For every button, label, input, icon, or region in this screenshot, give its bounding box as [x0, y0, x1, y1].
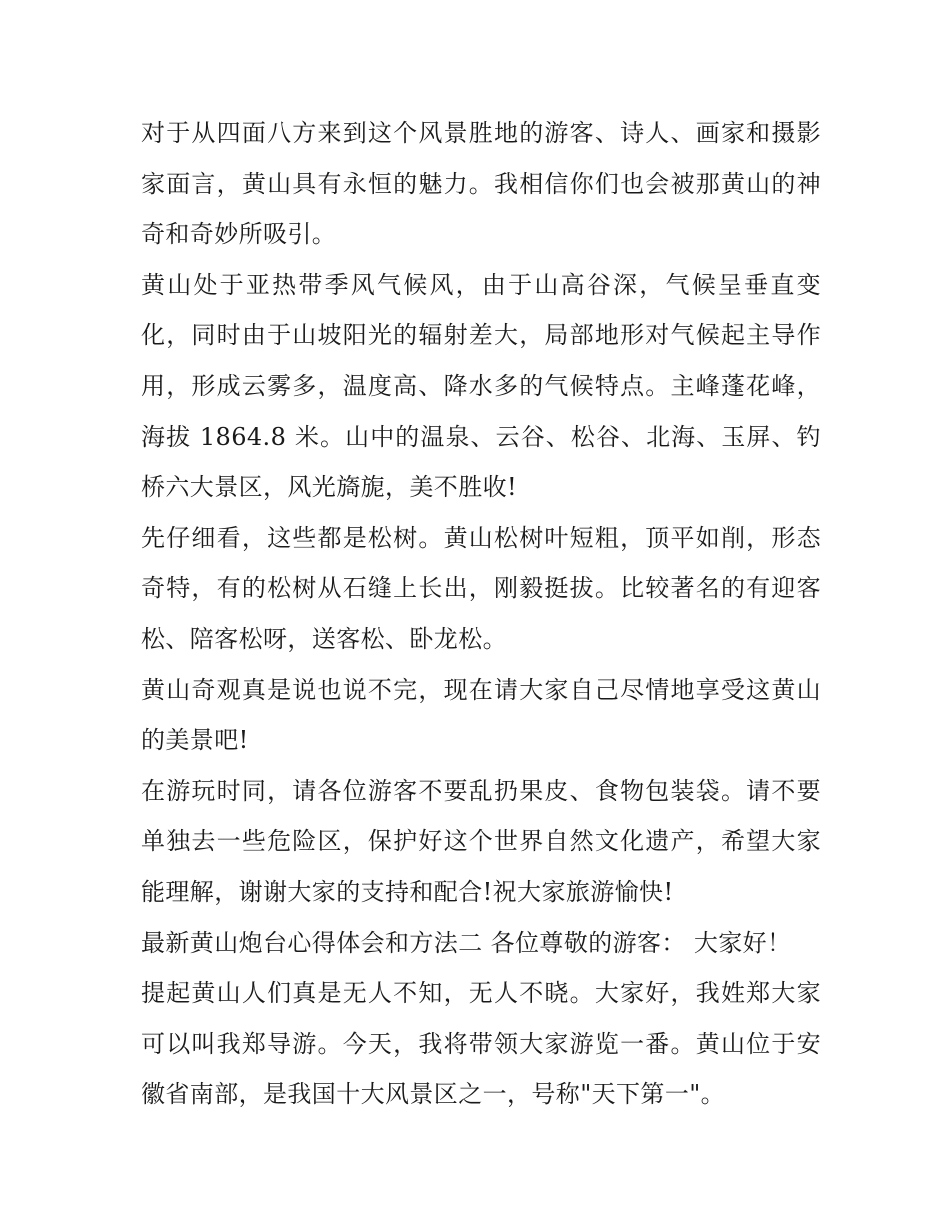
document-body	[141, 108, 821, 1120]
paragraph-scenery: 黄山奇观真是说也说不完，现在请大家自己尽情地享受这黄山的美景吧!	[141, 675, 821, 755]
paragraph-section-heading: 最新黄山炮台心得体会和方法二 各位尊敬的游客： 大家好！	[141, 928, 792, 957]
paragraph-reminder: 在游玩时同，请各位游客不要乱扔果皮、食物包装袋。请不要单独去一些危险区，保护好这个世界自然文化遗产，希望大家能理解，谢谢大家的支持和配合!祝大家旅游愉快!	[141, 776, 821, 906]
paragraph-guide-intro: 提起黄山人们真是无人不知，无人不晓。大家好，我姓郑大家可以叫我郑导游。今天，我将带领大家游览一番。黄山位于安徽省南部，是我国十大风景区之一，号称"天下第一"。	[141, 979, 821, 1109]
paragraph-intro: 对于从四面八方来到这个风景胜地的游客、诗人、画家和摄影家面言，黄山具有永恒的魅力。我相信你们也会被那黄山的神奇和奇妙所吸引。	[141, 119, 821, 249]
paragraph-climate: 黄山处于亚热带季风气候风，由于山高谷深，气候呈垂直变化，同时由于山坡阳光的辐射差大，局部地形对气候起主导作用，形成云雾多，温度高、降水多的气候特点。主峰蓬花峰，海拔 1864.8 米。山中的温泉、云谷、松谷、北海、玉屏、钓桥六大景区，风光旖旎，美不胜收!	[141, 270, 821, 502]
paragraph-pines: 先仔细看，这些都是松树。黄山松树叶短粗，顶平如削，形态奇特，有的松树从石缝上长出，刚毅挺拔。比较著名的有迎客松、陪客松呀，送客松、卧龙松。	[141, 523, 821, 653]
